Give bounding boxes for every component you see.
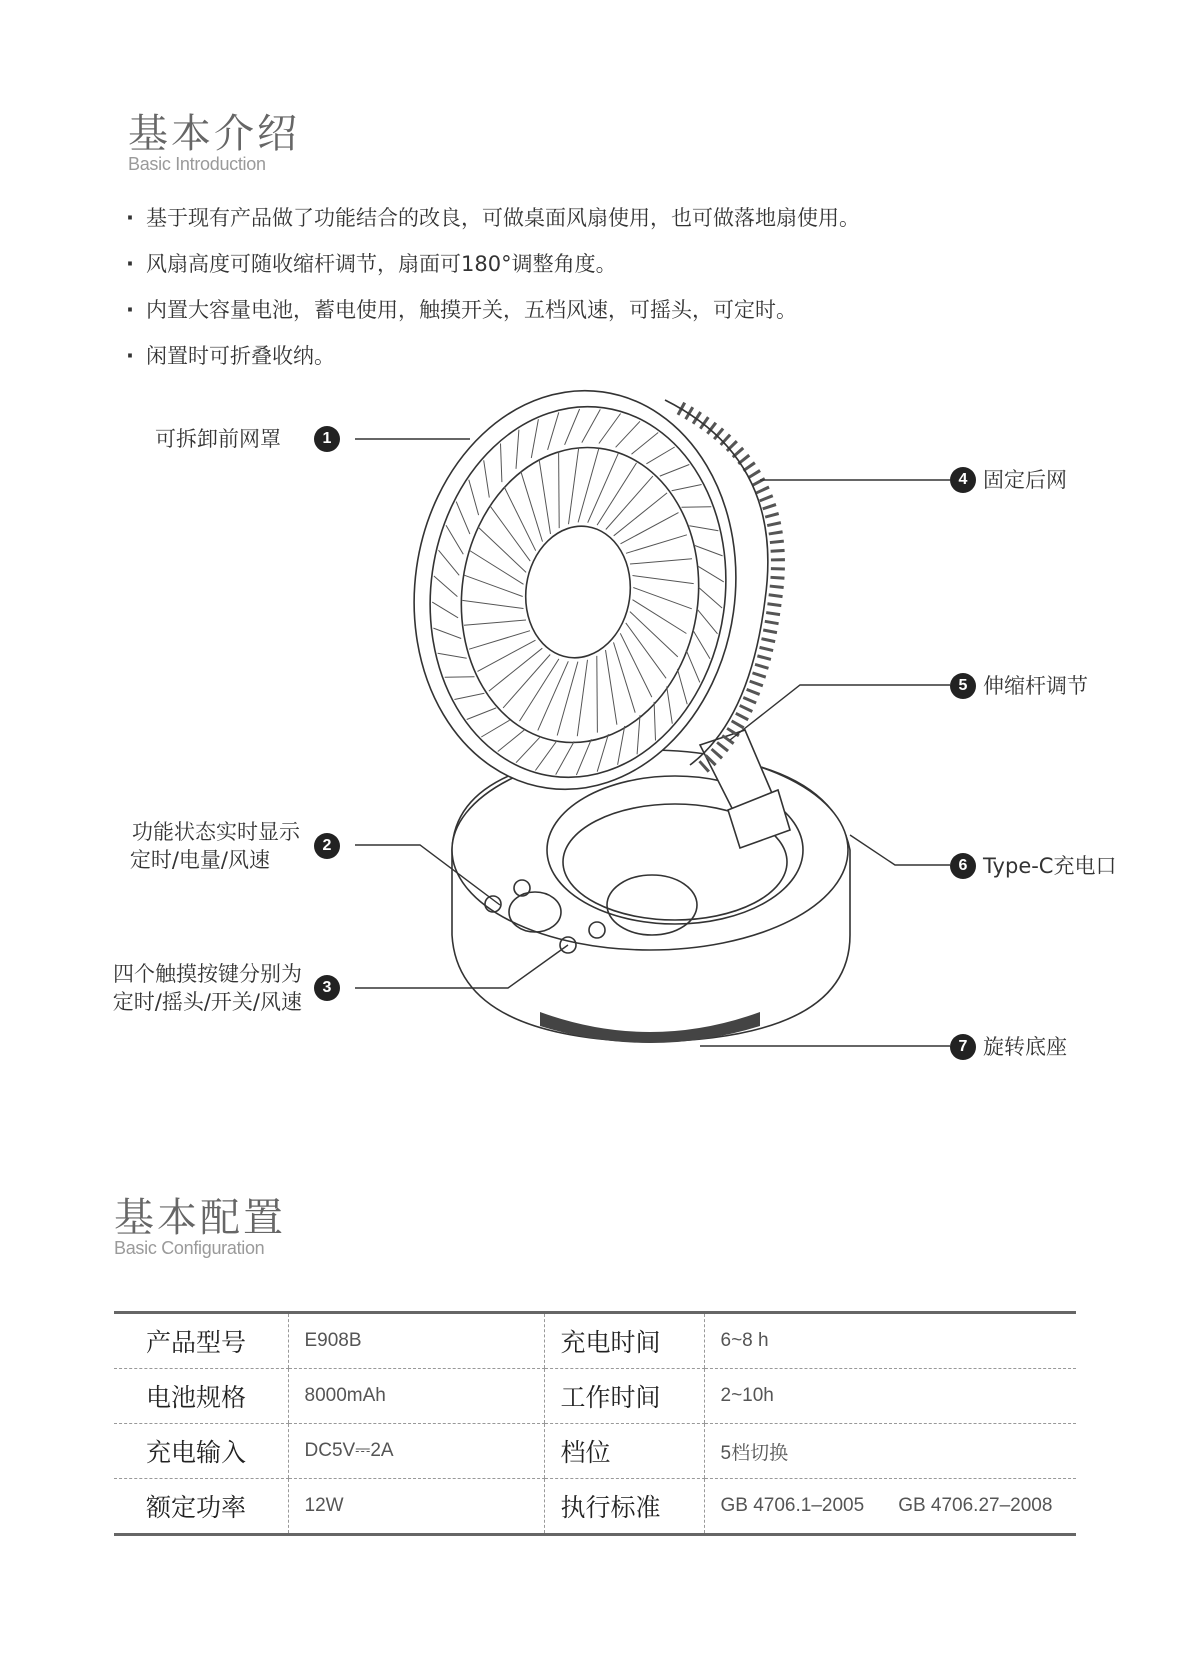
callout-badge-7: 7 bbox=[950, 1034, 976, 1060]
spec-key: 档位 bbox=[544, 1424, 704, 1479]
spec-key: 充电时间 bbox=[544, 1313, 704, 1369]
standard-1: GB 4706.1–2005 bbox=[720, 1495, 865, 1516]
spec-table bbox=[114, 1311, 1076, 1536]
intro-bullet-list bbox=[126, 203, 860, 387]
intro-bullet: · 闲置时可折叠收纳。 bbox=[126, 341, 860, 387]
spec-value bbox=[704, 1479, 1076, 1535]
callout-display-line2: 定时/电量/风速 bbox=[129, 848, 270, 872]
config-title-en: Basic Configuration bbox=[114, 1238, 265, 1258]
table-row bbox=[114, 1369, 1076, 1424]
spec-value: 5档切换 bbox=[704, 1424, 1076, 1479]
callout-touch-keys bbox=[70, 960, 302, 1016]
callout-touch-keys-line2: 定时/摇头/开关/风速 bbox=[112, 990, 302, 1014]
spec-value: 6~8 h bbox=[704, 1313, 1076, 1369]
outer-blade-line bbox=[445, 677, 475, 678]
spec-key: 充电输入 bbox=[114, 1424, 288, 1479]
callout-display bbox=[100, 818, 300, 874]
intro-bullet: · 内置大容量电池，蓄电使用，触摸开关，五档风速，可摇头，可定时。 bbox=[126, 295, 860, 341]
intro-bullet: · 基于现有产品做了功能结合的改良，可做桌面风扇使用，也可做落地扇使用。 bbox=[126, 203, 860, 249]
table-row bbox=[114, 1479, 1076, 1535]
spec-key: 产品型号 bbox=[114, 1313, 288, 1369]
leader-line-5 bbox=[730, 685, 950, 740]
callout-badge-5: 5 bbox=[950, 673, 976, 699]
callout-front-grille: 可拆卸前网罩 bbox=[155, 427, 281, 451]
inner-blade-line bbox=[597, 656, 598, 733]
spec-value: DC5V⎓2A bbox=[288, 1424, 544, 1479]
config-title-cn: 基本配置 bbox=[114, 1195, 286, 1241]
callout-touch-keys-line1: 四个触摸按键分别为 bbox=[113, 962, 302, 986]
spec-value: 8000mAh bbox=[288, 1369, 544, 1424]
intro-section-title bbox=[128, 112, 300, 174]
spec-value: E908B bbox=[288, 1313, 544, 1369]
spec-key: 工作时间 bbox=[544, 1369, 704, 1424]
config-section-title bbox=[114, 1196, 286, 1258]
spec-key: 额定功率 bbox=[146, 1493, 247, 1522]
callout-rear-grille: 固定后网 bbox=[983, 468, 1067, 492]
intro-title-cn: 基本介绍 bbox=[128, 111, 300, 157]
callout-rotating-base: 旋转底座 bbox=[983, 1035, 1067, 1059]
callout-badge-1: 1 bbox=[314, 426, 340, 452]
callout-badge-2: 2 bbox=[314, 833, 340, 859]
leader-line-6 bbox=[850, 835, 950, 865]
spec-key: 执行标准 bbox=[544, 1479, 704, 1535]
table-row bbox=[114, 1313, 1076, 1369]
callout-badge-3: 3 bbox=[314, 975, 340, 1001]
spec-value: 2~10h bbox=[704, 1369, 1076, 1424]
intro-title-en: Basic Introduction bbox=[128, 154, 266, 174]
callout-typec-port: Type-C充电口 bbox=[983, 854, 1117, 878]
spec-key: 电池规格 bbox=[114, 1369, 288, 1424]
callout-telescopic-pole: 伸缩杆调节 bbox=[983, 674, 1088, 698]
standard-2: GB 4706.27–2008 bbox=[898, 1495, 1053, 1516]
callout-badge-4: 4 bbox=[950, 467, 976, 493]
outer-blade-line bbox=[682, 507, 712, 508]
intro-bullet: · 风扇高度可随收缩杆调节，扇面可180°调整角度。 bbox=[126, 249, 860, 295]
table-row bbox=[114, 1424, 1076, 1479]
inner-blade-line bbox=[559, 451, 560, 528]
spec-value: 12W bbox=[288, 1479, 544, 1535]
callout-badge-6: 6 bbox=[950, 853, 976, 879]
callout-display-line1: 功能状态实时显示 bbox=[132, 820, 300, 844]
